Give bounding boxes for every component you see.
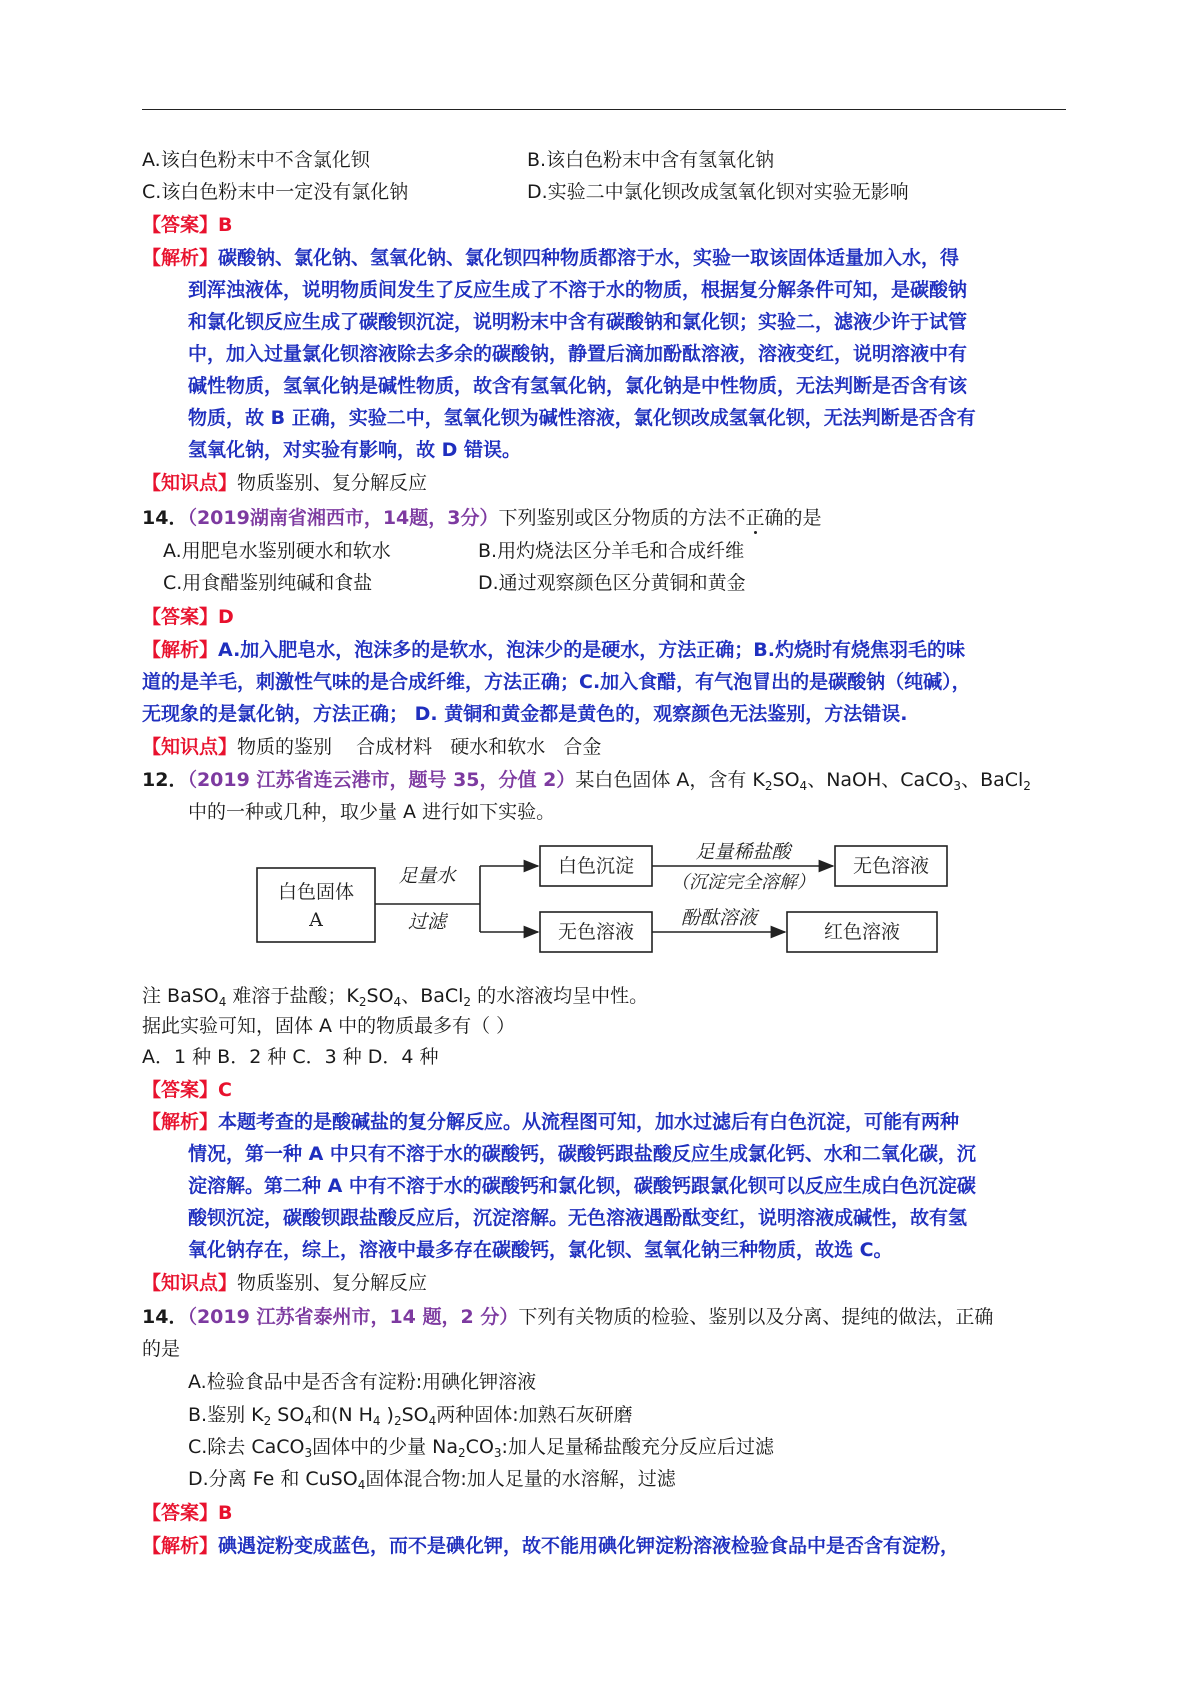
q14a-analysis-line: 无现象的是氯化钠，方法正确； D. 黄铜和黄金都是黄色的，观察颜色无法鉴别，方法错误. — [142, 703, 908, 725]
q14a-option-a: A.用肥皂水鉴别硬水和软水 — [163, 540, 391, 562]
q12-answer — [142, 1077, 232, 1103]
flow-text: 红色溶液 — [823, 921, 901, 943]
q13-answer — [142, 212, 233, 238]
analysis-label: 【解析】 — [142, 639, 219, 661]
flow-text: 酚酞溶液 — [680, 907, 758, 929]
q14b-option-a: A.检验食品中是否含有淀粉:用碘化钾溶液 — [188, 1371, 537, 1393]
q13-option-b: B.该白色粉末中含有氢氧化钠 — [527, 149, 775, 171]
q12-analysis-line: 【解析】本题考查的是酸碱盐的复分解反应。从流程图可知，加水过滤后有白色沉淀，可能有两种 — [142, 1111, 960, 1133]
q14a-analysis-line: 道的是羊毛，刺激性气味的是合成纤维，方法正确；C.加入食醋，有气泡冒出的是碳酸钠（纯碱）， — [142, 671, 971, 693]
q14a-answer — [142, 604, 234, 630]
answer-value: C — [218, 1079, 232, 1101]
emphasis-dotted: 不正确 — [726, 507, 784, 529]
flow-text: 白色固体 — [277, 881, 355, 903]
q13-knowledge: 【知识点】物质鉴别、复分解反应 — [142, 472, 428, 494]
q12-stem-line-1: 12．（2019 江苏省连云港市，题号 35，分值 2）某白色固体 A，含有 $K_2SO_4$、NaOH、CaCO$_3$、BaCl$_2$ — [142, 769, 1031, 793]
answer-value: B — [218, 1502, 233, 1524]
answer-value: B — [218, 214, 233, 236]
flow-text: A — [309, 909, 323, 931]
answer-value: D — [218, 606, 234, 628]
knowledge-label: 【知识点】 — [142, 1272, 238, 1294]
flowchart — [255, 840, 955, 975]
answer-label: 【答案】 — [142, 606, 219, 628]
q14a-analysis-line: 【解析】A.加入肥皂水，泡沫多的是软水，泡沫少的是硬水，方法正确；B.灼烧时有烧焦羽毛的味 — [142, 639, 965, 661]
q14a-option-d: D.通过观察颜色区分黄铜和黄金 — [478, 572, 746, 594]
q12-analysis-line: 氧化钠存在，综上，溶液中最多存在碳酸钙，氯化钡、氢氧化钠三种物质，故选 C。 — [188, 1239, 893, 1261]
flow-text: 过滤 — [407, 911, 447, 933]
q13-option-d: D.实验二中氯化钡改成氢氧化钡对实验无影响 — [527, 181, 909, 203]
flowchart-svg — [255, 840, 955, 970]
q12-knowledge: 【知识点】物质鉴别、复分解反应 — [142, 1272, 428, 1294]
q14b-option-b: B.鉴别 $K_2$ $SO_4$和(N $H_4$ )$_2SO_4$两种固体:加熟石灰研磨 — [188, 1404, 633, 1428]
q14a-option-b: B.用灼烧法区分羊毛和合成纤维 — [478, 540, 745, 562]
flow-text: 白色沉淀 — [557, 855, 635, 877]
answer-label: 【答案】 — [142, 1502, 219, 1524]
analysis-label: 【解析】 — [142, 1535, 219, 1557]
q12-analysis-line: 酸钡沉淀，碳酸钡跟盐酸反应后，沉淀溶解。无色溶液遇酚酞变红，说明溶液成碱性，故有氢 — [188, 1207, 968, 1229]
q14b-option-c: C.除去 CaCO$_3$固体中的少量 $Na_2CO_3$:加人足量稀盐酸充分反应后过滤 — [188, 1436, 774, 1460]
flow-text: 足量水 — [398, 865, 456, 887]
q12-note: 注 BaSO$_4$ 难溶于盐酸；$K_2SO_4$、BaCl$_2$ 的水溶液均呈中性。 — [142, 985, 649, 1009]
q12-analysis-line: 情况，第一种 A 中只有不溶于水的碳酸钙，碳酸钙跟盐酸反应生成氯化钙、水和二氧化碳，沉 — [188, 1143, 976, 1165]
q13-option-a: A.该白色粉末中不含氯化钡 — [142, 149, 370, 171]
flow-text: 无色溶液 — [852, 855, 930, 877]
question-number: 12． — [142, 769, 188, 791]
q13-analysis-line: 和氯化钡反应生成了碳酸钡沉淀，说明粉末中含有碳酸钠和氯化钡；实验二，滤液少许于试管 — [188, 311, 968, 333]
q14b-stem-line-2: 的是 — [142, 1338, 181, 1360]
question-number: 14． — [142, 507, 188, 529]
answer-label: 【答案】 — [142, 214, 219, 236]
flow-text: 足量稀盐酸 — [695, 841, 791, 863]
flow-text: 无色溶液 — [557, 921, 635, 943]
question-number: 14． — [142, 1306, 188, 1328]
knowledge-label: 【知识点】 — [142, 736, 238, 758]
answer-label: 【答案】 — [142, 1079, 219, 1101]
q13-analysis-line: 物质，故 B 正确，实验二中，氢氧化钡为碱性溶液，氯化钡改成氢氧化钡，无法判断是否含有 — [188, 407, 976, 429]
question-source: （2019 江苏省连云港市，题号 35，分值 2） — [187, 769, 576, 791]
q12-question: 据此实验可知，固体 A 中的物质最多有（ ） — [142, 1015, 516, 1037]
q14a-stem: 14．（2019湖南省湘西市，14题，3分）下列鉴别或区分物质的方法不正确的是 — [142, 507, 822, 529]
q14b-answer — [142, 1500, 233, 1526]
knowledge-label: 【知识点】 — [142, 472, 238, 494]
flow-text: （沉淀完全溶解） — [671, 872, 815, 893]
q13-analysis-line: 到浑浊液体，说明物质间发生了反应生成了不溶于水的物质，根据复分解条件可知，是碳酸钠 — [188, 279, 968, 301]
question-source: （2019湖南省湘西市，14题，3分） — [187, 507, 499, 529]
analysis-label: 【解析】 — [142, 1111, 219, 1133]
q13-analysis-line: 【解析】碳酸钠、氯化钠、氢氧化钠、氯化钡四种物质都溶于水，实验一取该固体适量加入水，得 — [142, 247, 960, 269]
q13-analysis-line: 氢氧化钠，对实验有影响，故 D 错误。 — [188, 439, 522, 461]
q12-analysis-line: 淀溶解。第二种 A 中有不溶于水的碳酸钙和氯化钡，碳酸钙跟氯化钡可以反应生成白色沉淀碳 — [188, 1175, 976, 1197]
q13-analysis-line: 碱性物质，氢氧化钠是碱性物质，故含有氢氧化钠，氯化钠是中性物质，无法判断是否含有该 — [188, 375, 968, 397]
q14a-option-c: C.用食醋鉴别纯碱和食盐 — [163, 572, 373, 594]
q12-options: A．1 种 B．2 种 C．3 种 D．4 种 — [142, 1046, 439, 1068]
q14b-stem-line-1: 14．（2019 江苏省泰州市，14 题，2 分）下列有关物质的检验、鉴别以及分离、提纯的做法，正确 — [142, 1306, 994, 1328]
q13-option-c: C.该白色粉末中一定没有氯化钠 — [142, 181, 409, 203]
q14b-analysis-line: 【解析】碘遇淀粉变成蓝色，而不是碘化钾，故不能用碘化钾淀粉溶液检验食品中是否含有淀粉， — [142, 1535, 960, 1557]
analysis-label: 【解析】 — [142, 247, 219, 269]
q12-stem-line-2: 中的一种或几种，取少量 A 进行如下实验。 — [188, 801, 556, 823]
question-source: （2019 江苏省泰州市，14 题，2 分） — [187, 1306, 519, 1328]
q13-analysis-line: 中，加入过量氯化钡溶液除去多余的碳酸钠，静置后滴加酚酞溶液，溶液变红，说明溶液中有 — [188, 343, 968, 365]
q14a-knowledge: 【知识点】物质的鉴别 合成材料 硬水和软水 合金 — [142, 736, 602, 758]
header-rule — [142, 109, 1066, 110]
q14b-option-d: D.分离 Fe 和 CuSO$_4$固体混合物:加人足量的水溶解，过滤 — [188, 1468, 676, 1492]
